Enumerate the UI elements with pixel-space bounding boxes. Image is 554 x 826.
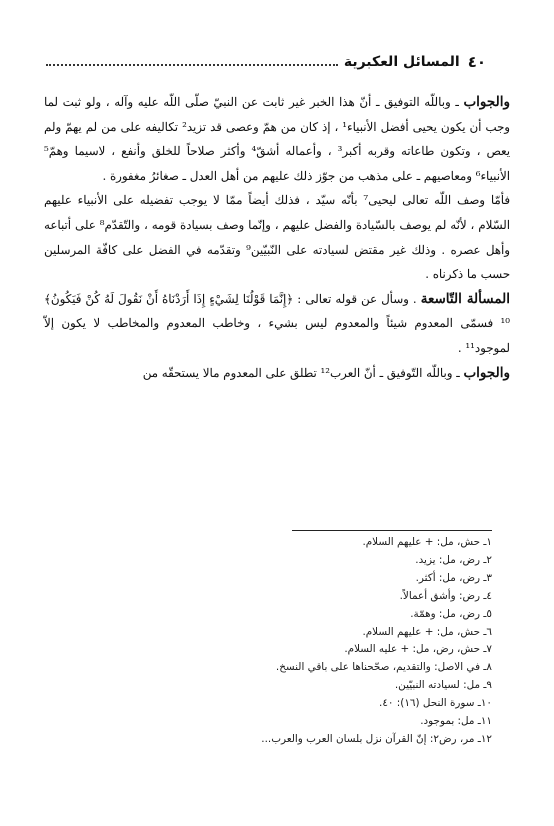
footnote: ٨ـ في الاصل: والتقديم، صحّحناها على باقي النسخ. xyxy=(275,661,492,674)
page-header xyxy=(46,50,486,74)
paragraph-description xyxy=(44,188,510,286)
answer-term: والجواب xyxy=(463,94,510,110)
footnote: ١٠ـ سورة النحل (١٦): ٤٠. xyxy=(379,697,492,710)
footnotes xyxy=(62,534,492,749)
footnote: ١٢ـ مر، رض٢: إنّ القرآن نزل بلسان العرب والعرب... xyxy=(261,732,492,745)
page-number: ٤٠ xyxy=(467,53,486,71)
footnote: ٦ـ حش، مل: + عليهم السلام. xyxy=(362,625,492,638)
paragraph-answer-2 xyxy=(44,361,510,386)
footnote: ٢ـ رض، مل: يزيد. xyxy=(415,553,492,566)
footnote: ١١ـ مل: بموجود. xyxy=(420,715,492,728)
paragraph-question-9 xyxy=(44,287,510,361)
footnote: ٥ـ رض، مل: وهمّة. xyxy=(410,607,492,620)
footnote: ٩ـ مل: لسيادته النبيّين. xyxy=(394,679,492,692)
paragraph-text: ـ وباللّه التّوفيق ـ أنّ العرب¹² تطلق على المعدوم مالا يستحقّه من xyxy=(142,365,464,380)
running-title: المسائل العكبرية xyxy=(343,54,460,70)
answer-term: والجواب xyxy=(463,364,510,381)
paragraph-text: فأمّا وصف اللّه تعالى ليحيى⁷ بأنّه سيّد ، فذلك أيضاً ممّا لا يوجب تفضيله على الأنبياء عليهم السّلام ، لأنّه لم يوصف بالسّيادة والفضل عليهم ، وإنّما وصف بسيادة قومه ، والتّقدّم⁸ على أتباعه وأهل عصره . وذلك غير مقتض لسيادته على النّبيّين⁹ وتقدّمه في الفضل على كافّة المرسلين حسب ما ذكرناه . xyxy=(44,193,511,282)
footnote-separator xyxy=(292,530,492,531)
footnote: ٣ـ رض، مل: أكثر. xyxy=(415,571,492,584)
footnote: ٤ـ رض: وأشق أعمالاً. xyxy=(399,589,492,602)
footnote: ٧ـ حش، رض، مل: + عليه السلام. xyxy=(344,643,492,656)
question-heading: المسألة التّاسعة xyxy=(420,290,510,307)
paragraph-text: . وسأل عن قوله تعالى : ﴿إِنَّمَا قَوْلُنَا لِشَيْءٍ إِذَا أَرَدْنَاهُ أَنْ نَقُولَ لَهُ كُنْ فَيَكُونُ﴾¹⁰ فسمّى المعدوم شيئاً والمعدوم ليس بشيء ، وخاطب المعدوم والمخاطب لا يكون إلاّ لموجود¹¹ . xyxy=(44,291,510,355)
main-text xyxy=(44,90,510,385)
paragraph-answer-1 xyxy=(44,90,510,188)
footnote: ١ـ حش، مل: + عليهم السلام. xyxy=(362,536,492,548)
paragraph-text: ـ وباللّه التوفيق ـ أنّ هذا الخبر غير ثابت عن النبيّ صلّى اللّه عليه وآله ، ولو ثبت لما وجب أن يكون يحيى أفضل الأنبياء¹ ، إذ كان من همّ وعصى قد تزيد² تكاليفه على من لم يهمّ ولم يعص ، وتكون طاعاته وقربه أكبر³ ، وأعماله أشقّ⁴ وأكثر صلاحاً للخلق وأنفع ، لاسيما وهمّ⁵ الأنبياء⁶ ومعاصيهم ـ على مذهب من جوّز ذلك عليهم من أهل العدل ـ صغائرُ مغفورة . xyxy=(44,95,510,183)
header-dotted-leader xyxy=(46,64,338,66)
